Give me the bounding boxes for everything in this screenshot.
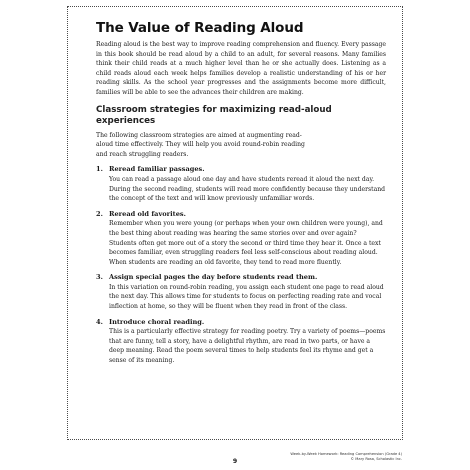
credit-line-copyright: © Mary Rosa, Scholastic Inc. [350, 457, 402, 462]
strategy-body: This is a particularly effective strategy for reading poetry. Try a variety of poems—poems that are funny, tell a story, have a delightful rhythm, are read in two parts, or have a deep meaning. Read the poem several times to help students feel its rhyme and get a sense of its meaning. [109, 328, 386, 365]
strategy-title: Introduce choral reading. [109, 317, 205, 326]
strategy-number: 4. [96, 317, 103, 326]
strategy-body: In this variation on round-robin reading, you assign each student one page to read aloud the next day. This allows time for students to focus on perfecting reading rate and vocal inflection at home, so they will be fluent when they read in front of the class. [109, 283, 384, 311]
strategy-number: 1. [96, 165, 103, 174]
strategy-body: You can read a passage aloud one day and have students reread it aloud the next day. During the second reading, students will read more confidently because they understand the concept of the text and will know previously unfamiliar words. [109, 175, 386, 203]
page-title: The Value of Reading Aloud [96, 20, 304, 36]
strategy-number: 3. [96, 273, 103, 282]
section-intro: The following classroom strategies are aimed at augmenting read-aloud time effectively. They will help you avoid round-robin reading and reach struggling readers. [96, 131, 305, 158]
credit-line-title: Week-by-Week Homework: Reading Comprehension (Grade 4) [290, 452, 402, 456]
strategy-number: 2. [96, 209, 103, 218]
list-item [96, 318, 386, 366]
strategy-list [96, 165, 386, 365]
strategy-body: Remember when you were young (or perhaps when your own children were young), and the best thing about reading was hearing the same stories over and over again? Students often get more out of a story the second or third time they hear it. Once a text becomes familiar, even struggling readers feel less self-conscious about reading aloud. When students are reading an old favorite, they tend to read more fluently. [109, 220, 383, 266]
section-heading: Classroom strategies for maximizing read-aloud experiences [96, 104, 332, 126]
footer-credit [290, 452, 402, 462]
list-item [96, 273, 386, 311]
strategy-title: Reread old favorites. [109, 209, 186, 218]
page-content [96, 20, 386, 372]
strategy-title: Assign special pages the day before students read them. [109, 273, 318, 282]
strategy-title: Reread familiar passages. [109, 165, 205, 174]
list-item [96, 165, 386, 203]
intro-paragraph: Reading aloud is the best way to improve reading comprehension and fluency. Every passage in this book should be read aloud by a child to an adult, for several reasons. Many families think their child reads at a much higher level than he or she actually does. Listening as a child reads aloud each week helps families develop a realistic understanding of his or her reading skills. As the school year progresses and the assignments become more difficult, families will be able to see the advances their children are making. [96, 41, 386, 96]
list-item [96, 210, 386, 268]
page-number: 9 [232, 458, 238, 465]
